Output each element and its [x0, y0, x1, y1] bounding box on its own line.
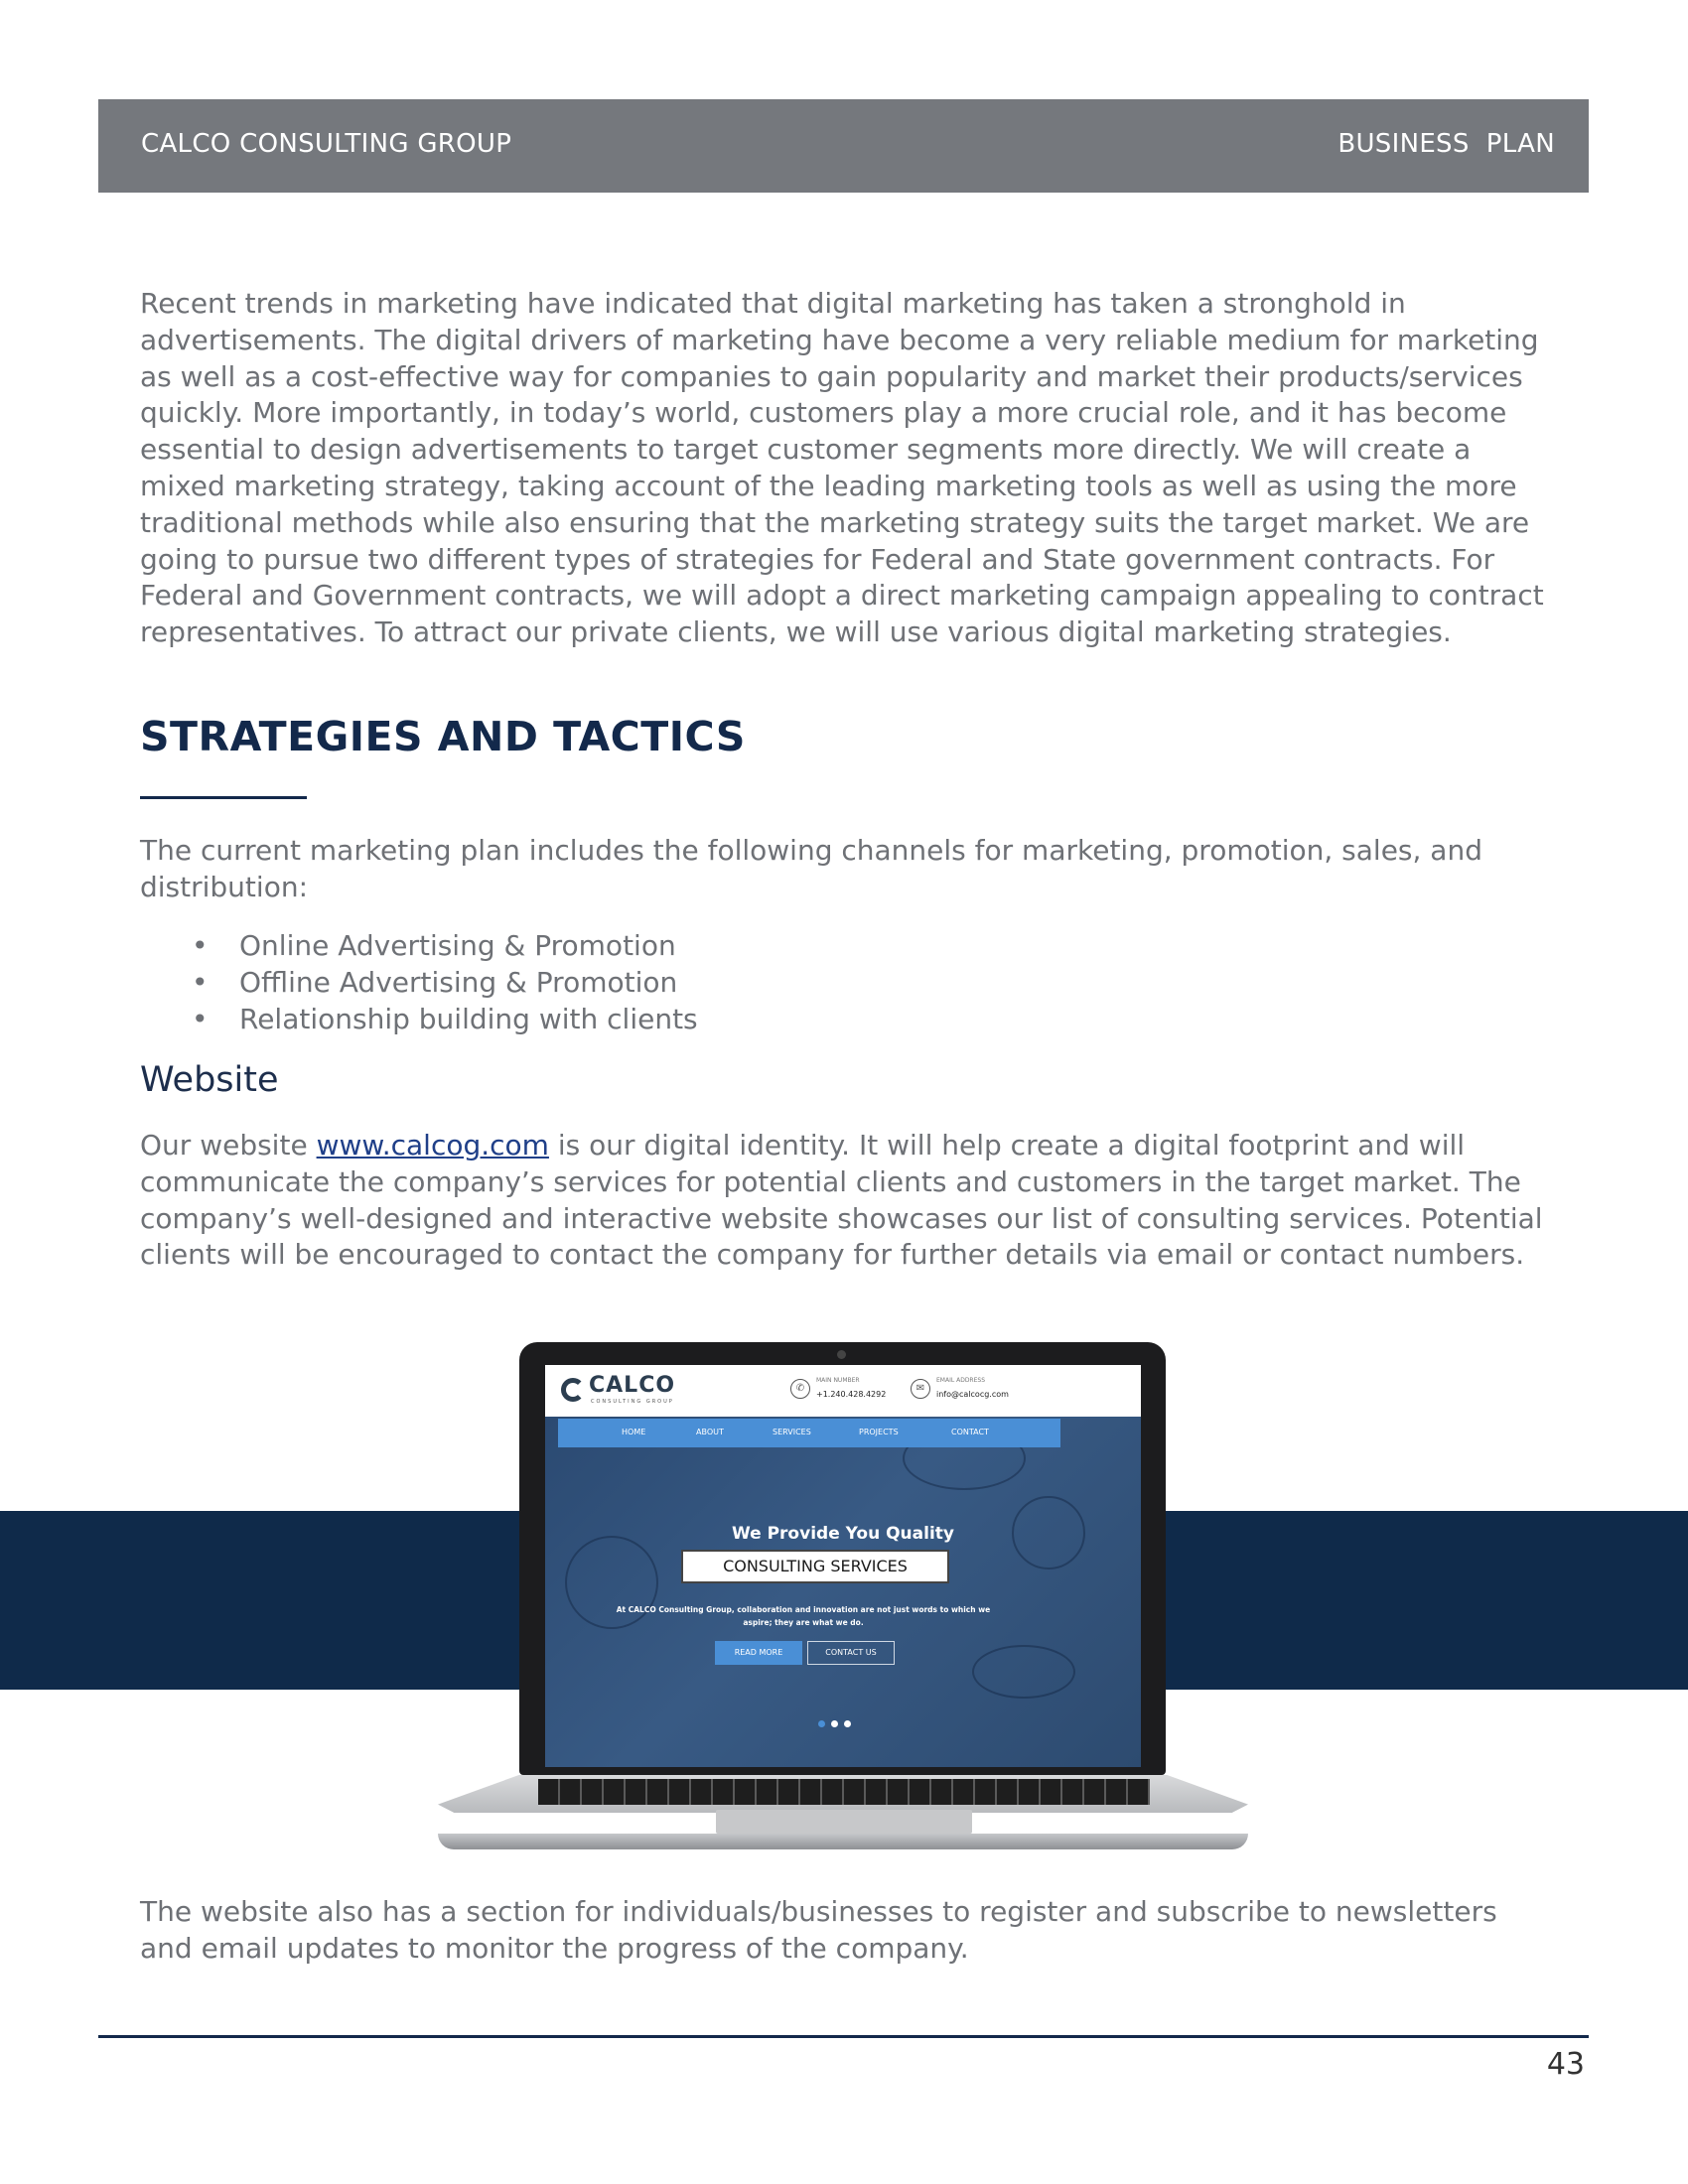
email-label: EMAIL ADDRESS [936, 1377, 986, 1384]
email-icon: ✉ [911, 1379, 930, 1399]
nav-projects[interactable]: PROJECTS [859, 1428, 899, 1436]
phone-label: MAIN NUMBER [816, 1377, 860, 1384]
section-heading: STRATEGIES AND TACTICS [140, 713, 746, 760]
company-name: CALCO CONSULTING GROUP [141, 129, 512, 159]
hero-description: At CALCO Consulting Group, collaboration and innovation are not just words to which we aspire; they are what we do. [616, 1605, 991, 1627]
site-logo-sub: CONSULTING GROUP [591, 1399, 674, 1405]
list-item: • Offline Advertising & Promotion [140, 964, 698, 1001]
nav-services[interactable]: SERVICES [773, 1428, 811, 1436]
nav-about[interactable]: ABOUT [696, 1428, 724, 1436]
intro-paragraph: Recent trends in marketing have indicated that digital marketing has taken a stronghold in advertisements. The digital drivers of marketing have become a very reliable medium for marketing as well as a cost-effective way for companies to gain popularity and market their products/services quickly. More importantly, in today’s world, customers play a more crucial role, and it has become essential to design advertisements to target customer segments more directly. We will create a mixed marketing strategy, taking account of the leading marketing tools as well as using the more traditional methods while also ensuring that the marketing strategy suits the target market. We are going to pursue two different types of strategies for Federal and State government contracts. For Federal and Government contracts, we will adopt a direct marketing campaign appealing to contract representatives. To attract our private clients, we will use various digital marketing strategies. [140, 287, 1544, 649]
contact-us-button[interactable]: CONTACT US [807, 1641, 895, 1665]
laptop-trackpad [716, 1810, 972, 1834]
list-item: • Online Advertising & Promotion [140, 927, 698, 964]
list-item: • Relationship building with clients [140, 1001, 698, 1037]
website-text-start: Our website [140, 1129, 317, 1161]
page-header [98, 99, 1589, 193]
camera-dot [837, 1350, 846, 1359]
site-header [545, 1365, 1141, 1417]
site-logo: CALCO [589, 1373, 676, 1398]
hero-services-box: CONSULTING SERVICES [681, 1550, 949, 1583]
carousel-dots[interactable] [818, 1712, 857, 1731]
phone-number: +1.240.428.4292 [816, 1390, 887, 1399]
website-text-end: is our digital identity. It will help create a digital footprint and will communicate the company’s services for potential clients and customers in the target market. The company’s well-designed and interactive website showcases our list of consulting services. Potential clients will be encouraged to contact the company for further details via email or contact numbers. [140, 1129, 1543, 1272]
laptop-keyboard [538, 1779, 1150, 1805]
site-nav [558, 1419, 1060, 1447]
laptop-base-lip [438, 1834, 1248, 1849]
calco-logo-icon [561, 1378, 585, 1402]
hero-title: We Provide You Quality [732, 1524, 954, 1544]
footer-rule [98, 2035, 1589, 2038]
email-address: info@calcocg.com [936, 1390, 1009, 1399]
website-heading: Website [140, 1060, 279, 1100]
laptop-mockup [519, 1342, 1166, 1775]
phone-icon: ✆ [790, 1379, 810, 1399]
nav-home[interactable]: HOME [622, 1428, 646, 1436]
website-paragraph [140, 1128, 1550, 1274]
read-more-button[interactable]: READ MORE [715, 1641, 802, 1665]
channels-list [140, 927, 698, 1037]
channels-intro: The current marketing plan includes the following channels for marketing, promotion, sales, and distribution: [140, 834, 1482, 903]
website-screenshot [545, 1365, 1141, 1767]
heading-underline [140, 796, 307, 799]
nav-contact[interactable]: CONTACT [951, 1428, 989, 1436]
closing-paragraph: The website also has a section for individuals/businesses to register and subscribe to newsletters and email updates to monitor the progress of the company. [140, 1895, 1497, 1965]
website-link[interactable]: www.calcog.com [316, 1129, 549, 1161]
page-number: 43 [1546, 2047, 1585, 2082]
document-type: BUSINESS PLAN [1337, 129, 1555, 159]
